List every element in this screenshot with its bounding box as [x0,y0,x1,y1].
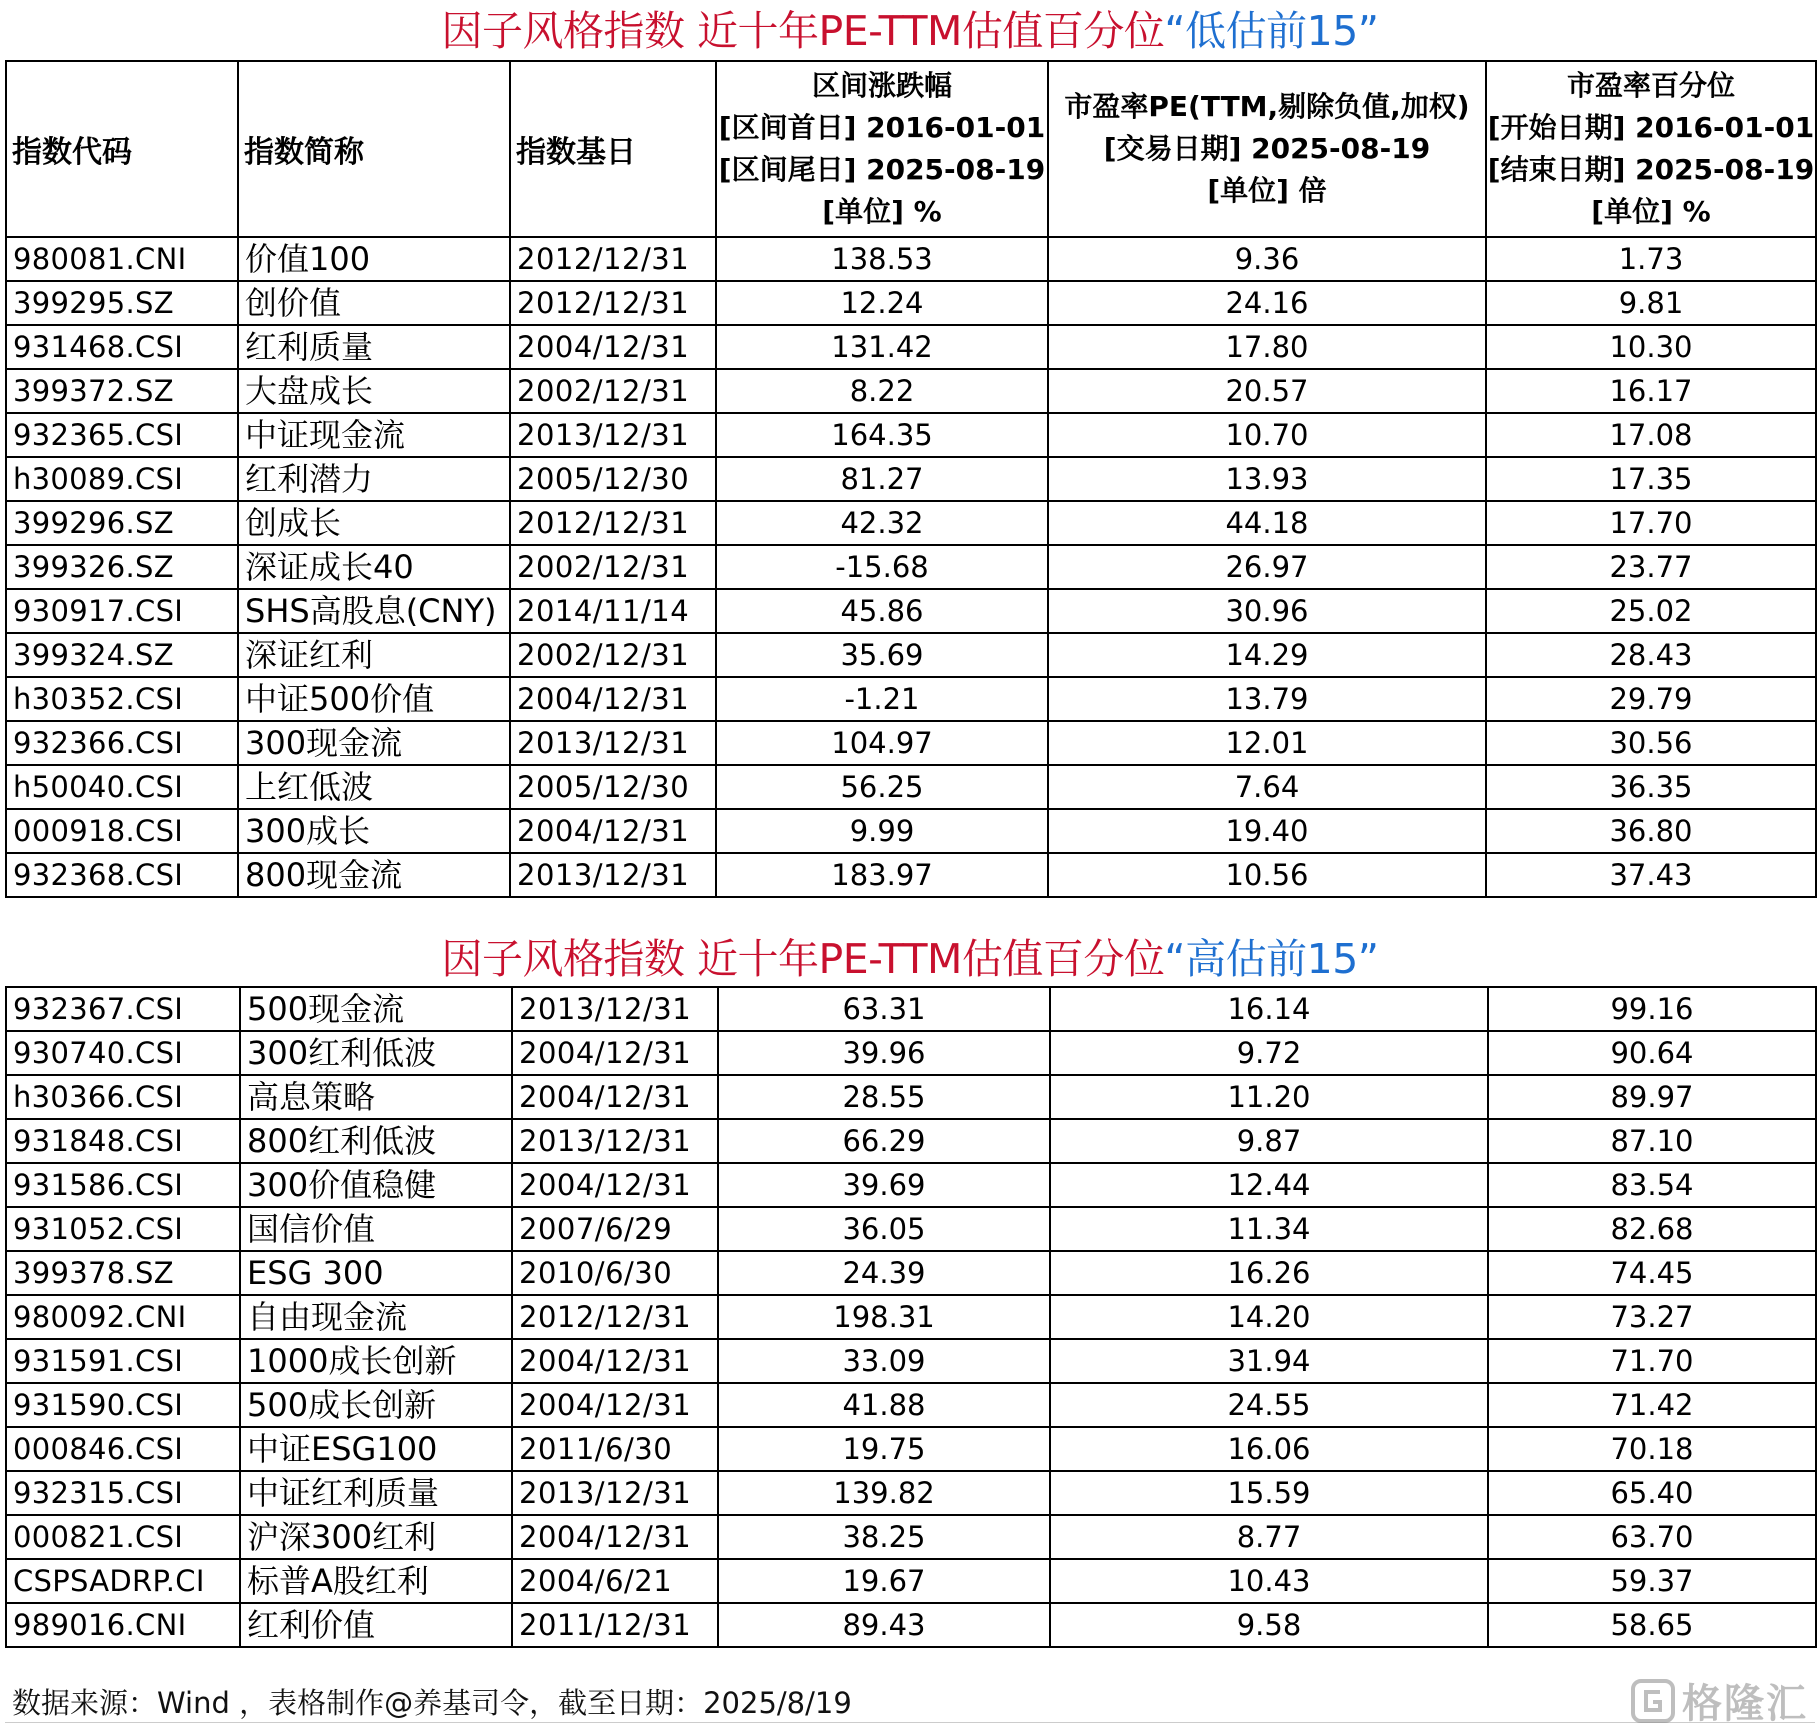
cell-pe: 19.40 [1048,809,1486,853]
cell-percentile: 71.42 [1488,1383,1816,1427]
cell-base-date: 2004/12/31 [510,809,716,853]
cell-base-date: 2004/12/31 [512,1383,718,1427]
cell-change: 131.42 [716,325,1048,369]
cell-index-code: 399326.SZ [6,545,238,589]
cell-index-code: 932366.CSI [6,721,238,765]
cell-index-code: 932368.CSI [6,853,238,897]
cell-change: -15.68 [716,545,1048,589]
cell-pe: 16.06 [1050,1427,1488,1471]
cell-index-name: 300红利低波 [240,1031,512,1075]
cell-pe: 13.79 [1048,677,1486,721]
cell-base-date: 2013/12/31 [510,721,716,765]
cell-percentile: 65.40 [1488,1471,1816,1515]
cell-percentile: 74.45 [1488,1251,1816,1295]
header-change-line: 区间涨跌幅 [811,69,952,102]
cell-index-name: 深证成长40 [238,545,510,589]
cell-pe: 9.87 [1050,1119,1488,1163]
header-change-line: [区间尾日] 2025-08-19 [718,153,1046,186]
cell-pe: 13.93 [1048,457,1486,501]
cell-pe: 7.64 [1048,765,1486,809]
cell-pe: 26.97 [1048,545,1486,589]
cell-percentile: 59.37 [1488,1559,1816,1603]
cell-index-code: 399378.SZ [6,1251,240,1295]
cell-change: 39.69 [718,1163,1050,1207]
cell-base-date: 2013/12/31 [512,987,718,1031]
cell-change: 104.97 [716,721,1048,765]
cell-pe: 11.34 [1050,1207,1488,1251]
cell-change: 33.09 [718,1339,1050,1383]
table-row [6,545,1816,589]
cell-index-name: 上红低波 [238,765,510,809]
cell-change: 36.05 [718,1207,1050,1251]
table-row [6,677,1816,721]
high-table-body [6,987,1816,1647]
cell-percentile: 36.35 [1486,765,1816,809]
table-row [6,413,1816,457]
table-row [6,457,1816,501]
cell-base-date: 2004/6/21 [512,1559,718,1603]
cell-change: 198.31 [718,1295,1050,1339]
header-percentile [1486,61,1816,237]
table-row [6,1075,1816,1119]
cell-index-code: 000918.CSI [6,809,238,853]
cell-base-date: 2004/12/31 [512,1075,718,1119]
cell-change: -1.21 [716,677,1048,721]
footer-source: 数据来源：Wind ，表格制作@养基司令，截至日期：2025/8/19 [12,1686,852,1720]
cell-percentile: 99.16 [1488,987,1816,1031]
table-row [6,1031,1816,1075]
cell-percentile: 29.79 [1486,677,1816,721]
table-row [6,369,1816,413]
cell-index-name: 自由现金流 [240,1295,512,1339]
cell-base-date: 2011/6/30 [512,1427,718,1471]
cell-index-name: 500现金流 [240,987,512,1031]
cell-pe: 14.29 [1048,633,1486,677]
cell-index-name: 价值100 [238,237,510,281]
cell-pe: 8.77 [1050,1515,1488,1559]
cell-base-date: 2012/12/31 [510,237,716,281]
cell-base-date: 2002/12/31 [510,545,716,589]
cell-change: 24.39 [718,1251,1050,1295]
cell-percentile: 25.02 [1486,589,1816,633]
cell-base-date: 2013/12/31 [512,1471,718,1515]
cell-index-code: 931591.CSI [6,1339,240,1383]
cell-change: 56.25 [716,765,1048,809]
cell-index-code: 931468.CSI [6,325,238,369]
cell-pe: 12.44 [1050,1163,1488,1207]
cell-index-name: 大盘成长 [238,369,510,413]
table-row [6,1339,1816,1383]
cell-index-code: 989016.CNI [6,1603,240,1647]
cell-base-date: 2004/12/31 [512,1163,718,1207]
cell-percentile: 30.56 [1486,721,1816,765]
high-valuation-table [5,986,1817,1648]
cell-index-code: 932315.CSI [6,1471,240,1515]
cell-index-name: 300现金流 [238,721,510,765]
header-change-line: [单位] % [822,195,942,228]
table-row [6,721,1816,765]
header-pe-line: [交易日期] 2025-08-19 [1103,132,1431,165]
cell-change: 35.69 [716,633,1048,677]
cell-index-name: 300价值稳健 [240,1163,512,1207]
footer-divider [5,1722,1815,1723]
cell-index-code: 932365.CSI [6,413,238,457]
cell-pe: 10.43 [1050,1559,1488,1603]
title-high-tag: “高估前15” [1164,935,1379,983]
cell-percentile: 37.43 [1486,853,1816,897]
header-change-line: [区间首日] 2016-01-01 [718,111,1046,144]
cell-pe: 9.72 [1050,1031,1488,1075]
table-row [6,1383,1816,1427]
cell-index-code: 930917.CSI [6,589,238,633]
table-row [6,1295,1816,1339]
cell-index-name: 标普A股红利 [240,1559,512,1603]
table-row [6,1163,1816,1207]
cell-pe: 10.70 [1048,413,1486,457]
table-row [6,1559,1816,1603]
cell-percentile: 28.43 [1486,633,1816,677]
cell-base-date: 2013/12/31 [510,413,716,457]
cell-change: 66.29 [718,1119,1050,1163]
cell-pe: 24.16 [1048,281,1486,325]
header-code: 指数代码 [6,61,238,237]
cell-index-code: 931848.CSI [6,1119,240,1163]
table-row [6,1119,1816,1163]
table-row [6,237,1816,281]
title-low-main: 因子风格指数 近十年PE-TTM估值百分位 [441,7,1165,55]
cell-percentile: 90.64 [1488,1031,1816,1075]
cell-index-code: 980092.CNI [6,1295,240,1339]
cell-index-name: ESG 300 [240,1251,512,1295]
cell-percentile: 1.73 [1486,237,1816,281]
cell-base-date: 2012/12/31 [512,1295,718,1339]
header-name: 指数简称 [238,61,510,237]
cell-percentile: 36.80 [1486,809,1816,853]
header-change [716,61,1048,237]
cell-base-date: 2011/12/31 [512,1603,718,1647]
cell-index-name: 沪深300红利 [240,1515,512,1559]
cell-percentile: 82.68 [1488,1207,1816,1251]
cell-base-date: 2012/12/31 [510,501,716,545]
cell-index-name: 中证红利质量 [240,1471,512,1515]
table-row [6,765,1816,809]
table-row [6,501,1816,545]
cell-index-name: 中证ESG100 [240,1427,512,1471]
header-pe-line: [单位] 倍 [1207,174,1327,207]
cell-index-code: CSPSADRP.CI [6,1559,240,1603]
cell-percentile: 17.35 [1486,457,1816,501]
cell-pe: 14.20 [1050,1295,1488,1339]
cell-change: 89.43 [718,1603,1050,1647]
cell-base-date: 2013/12/31 [510,853,716,897]
cell-change: 8.22 [716,369,1048,413]
cell-index-name: 800红利低波 [240,1119,512,1163]
header-base-date: 指数基日 [510,61,716,237]
cell-change: 9.99 [716,809,1048,853]
cell-percentile: 9.81 [1486,281,1816,325]
cell-index-name: 300成长 [238,809,510,853]
header-pct-line: 市盈率百分位 [1566,69,1735,102]
cell-index-code: 000846.CSI [6,1427,240,1471]
cell-pe: 20.57 [1048,369,1486,413]
cell-change: 45.86 [716,589,1048,633]
cell-base-date: 2012/12/31 [510,281,716,325]
cell-change: 183.97 [716,853,1048,897]
table-row [6,987,1816,1031]
cell-base-date: 2004/12/31 [512,1031,718,1075]
cell-change: 19.67 [718,1559,1050,1603]
table-row [6,589,1816,633]
table-row [6,1427,1816,1471]
gelonghui-logo-icon [1630,1678,1676,1724]
cell-index-name: 创价值 [238,281,510,325]
cell-base-date: 2004/12/31 [512,1515,718,1559]
table-row [6,633,1816,677]
cell-index-name: 800现金流 [238,853,510,897]
header-pct-line: [开始日期] 2016-01-01 [1487,111,1815,144]
table-row [6,1471,1816,1515]
low-table-body [6,237,1816,897]
watermark [1630,1672,1808,1729]
cell-index-code: h50040.CSI [6,765,238,809]
cell-index-code: 931590.CSI [6,1383,240,1427]
cell-percentile: 87.10 [1488,1119,1816,1163]
table-row [6,1515,1816,1559]
cell-index-code: 932367.CSI [6,987,240,1031]
cell-index-name: 红利价值 [240,1603,512,1647]
cell-change: 12.24 [716,281,1048,325]
cell-base-date: 2013/12/31 [512,1119,718,1163]
header-pe [1048,61,1486,237]
cell-pe: 44.18 [1048,501,1486,545]
header-pct-line: [单位] % [1591,195,1711,228]
table-row [6,325,1816,369]
cell-index-code: 980081.CNI [6,237,238,281]
cell-pe: 9.58 [1050,1603,1488,1647]
cell-index-name: 深证红利 [238,633,510,677]
cell-percentile: 17.08 [1486,413,1816,457]
cell-percentile: 10.30 [1486,325,1816,369]
cell-index-name: 中证现金流 [238,413,510,457]
cell-base-date: 2004/12/31 [510,325,716,369]
cell-index-name: 红利潜力 [238,457,510,501]
table-row [6,1207,1816,1251]
cell-percentile: 83.54 [1488,1163,1816,1207]
table-row [6,809,1816,853]
cell-index-code: 000821.CSI [6,1515,240,1559]
cell-base-date: 2004/12/31 [510,677,716,721]
cell-pe: 11.20 [1050,1075,1488,1119]
cell-base-date: 2004/12/31 [512,1339,718,1383]
cell-percentile: 89.97 [1488,1075,1816,1119]
cell-index-code: 931586.CSI [6,1163,240,1207]
cell-index-name: 创成长 [238,501,510,545]
title-high-valuation [0,930,1820,988]
cell-pe: 15.59 [1050,1471,1488,1515]
cell-index-name: SHS高股息(CNY) [238,589,510,633]
header-pe-line: 市盈率PE(TTM,剔除负值,加权) [1064,90,1470,123]
cell-index-code: 931052.CSI [6,1207,240,1251]
cell-base-date: 2005/12/30 [510,457,716,501]
cell-index-code: 399296.SZ [6,501,238,545]
cell-index-name: 500成长创新 [240,1383,512,1427]
cell-pe: 10.56 [1048,853,1486,897]
cell-percentile: 16.17 [1486,369,1816,413]
cell-index-name: 高息策略 [240,1075,512,1119]
cell-base-date: 2007/6/29 [512,1207,718,1251]
cell-change: 138.53 [716,237,1048,281]
cell-index-code: h30366.CSI [6,1075,240,1119]
cell-change: 41.88 [718,1383,1050,1427]
cell-base-date: 2014/11/14 [510,589,716,633]
cell-index-code: 399324.SZ [6,633,238,677]
cell-pe: 30.96 [1048,589,1486,633]
title-low-tag: “低估前15” [1164,7,1379,55]
cell-percentile: 63.70 [1488,1515,1816,1559]
cell-change: 28.55 [718,1075,1050,1119]
low-valuation-table [5,60,1817,898]
table-row [6,1251,1816,1295]
cell-pe: 9.36 [1048,237,1486,281]
cell-index-name: 1000成长创新 [240,1339,512,1383]
cell-pe: 12.01 [1048,721,1486,765]
table-row [6,1603,1816,1647]
cell-pe: 16.26 [1050,1251,1488,1295]
table-row [6,853,1816,897]
header-pct-line: [结束日期] 2025-08-19 [1487,153,1815,186]
cell-change: 38.25 [718,1515,1050,1559]
cell-percentile: 23.77 [1486,545,1816,589]
cell-base-date: 2005/12/30 [510,765,716,809]
cell-index-code: h30352.CSI [6,677,238,721]
cell-index-code: 930740.CSI [6,1031,240,1075]
cell-pe: 17.80 [1048,325,1486,369]
table-header-row [6,61,1816,237]
table-row [6,281,1816,325]
cell-change: 39.96 [718,1031,1050,1075]
cell-percentile: 17.70 [1486,501,1816,545]
cell-index-name: 国信价值 [240,1207,512,1251]
cell-change: 42.32 [716,501,1048,545]
cell-base-date: 2002/12/31 [510,369,716,413]
cell-pe: 16.14 [1050,987,1488,1031]
cell-index-name: 中证500价值 [238,677,510,721]
cell-base-date: 2002/12/31 [510,633,716,677]
cell-base-date: 2010/6/30 [512,1251,718,1295]
cell-index-name: 红利质量 [238,325,510,369]
cell-percentile: 73.27 [1488,1295,1816,1339]
cell-change: 164.35 [716,413,1048,457]
cell-change: 139.82 [718,1471,1050,1515]
cell-change: 81.27 [716,457,1048,501]
watermark-text: 格隆汇 [1682,1681,1808,1727]
cell-index-code: 399295.SZ [6,281,238,325]
cell-percentile: 70.18 [1488,1427,1816,1471]
cell-percentile: 58.65 [1488,1603,1816,1647]
cell-change: 63.31 [718,987,1050,1031]
cell-percentile: 71.70 [1488,1339,1816,1383]
cell-change: 19.75 [718,1427,1050,1471]
cell-pe: 31.94 [1050,1339,1488,1383]
cell-index-code: h30089.CSI [6,457,238,501]
cell-pe: 24.55 [1050,1383,1488,1427]
cell-index-code: 399372.SZ [6,369,238,413]
title-high-main: 因子风格指数 近十年PE-TTM估值百分位 [441,935,1165,983]
title-low-valuation [0,2,1820,60]
